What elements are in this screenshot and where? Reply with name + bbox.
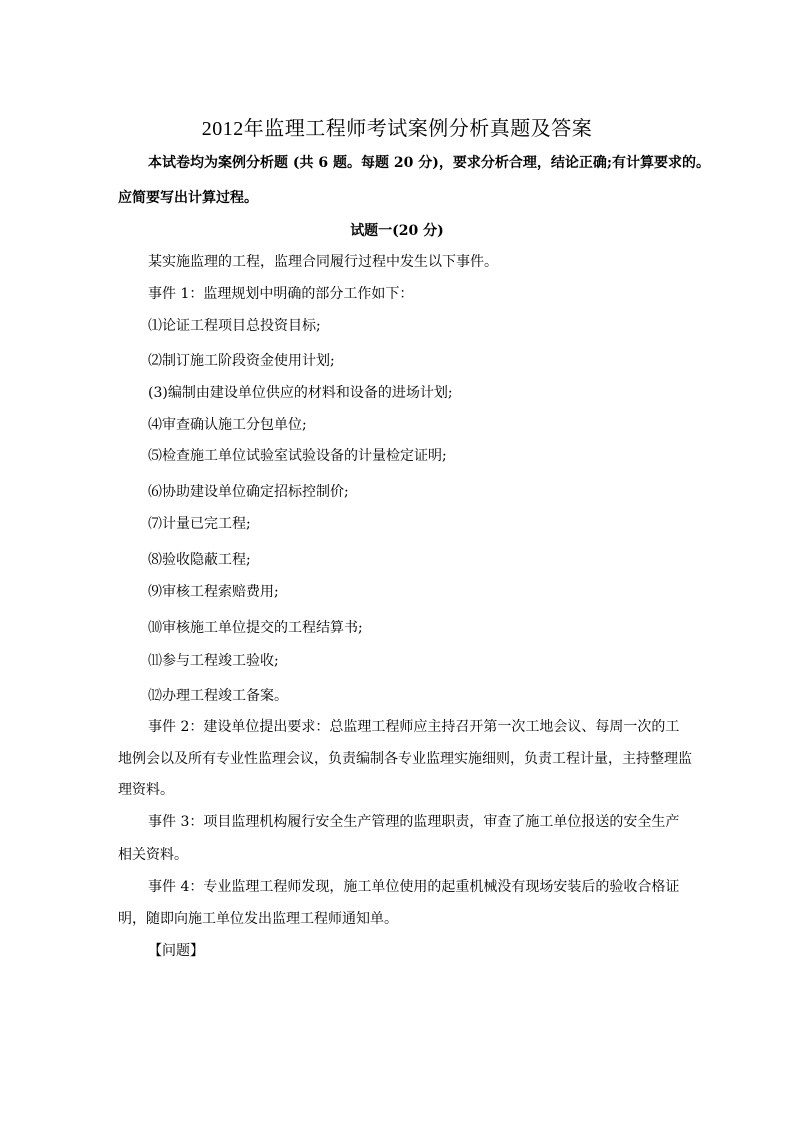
list-item: ⑴论证工程项目总投资目标; <box>148 318 321 334</box>
list-item: ⑿办理工程竣工备案。 <box>148 688 288 704</box>
list-item: ⑺计量已完工程; <box>148 516 251 532</box>
list-item: ⑻验收隐蔽工程; <box>148 552 251 568</box>
list-item: ⑾参与工程竣工验收; <box>148 653 279 669</box>
event-3-line-1: 事件 3：项目监理机构履行安全生产管理的监理职责，审查了施工单位报送的安全生产 <box>148 814 680 830</box>
list-item: ⑹协助建设单位确定招标控制价; <box>148 484 349 500</box>
event-2-line-1: 事件 2：建设单位提出要求：总监理工程师应主持召开第一次工地会议、每周一次的工 <box>148 719 680 735</box>
event-2-line-2: 地例会以及所有专业性监理会议，负责编制各专业监理实施细则，负责工程计量，主持整理监 <box>118 751 692 767</box>
event-3-line-2: 相关资料。 <box>118 847 188 863</box>
list-item: ⑽审核施工单位提交的工程结算书; <box>148 620 363 636</box>
event-4-line-2: 明，随即向施工单位发出监理工程师通知单。 <box>118 911 398 927</box>
event-4-line-1: 事件 4：专业监理工程师发现，施工单位使用的起重机械没有现场安装后的验收合格证 <box>148 879 680 895</box>
document-title: 2012年监理工程师考试案例分析真题及答案 <box>201 118 593 140</box>
list-item: ⑵制订施工阶段资金使用计划; <box>148 353 335 369</box>
list-item: ⑷审查确认施工分包单位; <box>148 417 307 433</box>
list-item: ⑼审核工程索赔费用; <box>148 584 279 600</box>
section-title: 试题一(20 分) <box>350 223 444 239</box>
list-item: ⑸检查施工单位试验室试验设备的计量检定证明; <box>148 448 447 464</box>
background-text: 某实施监理的工程，监理合同履行过程中发生以下事件。 <box>148 254 498 270</box>
intro-line-1: 本试卷均为案例分析题 (共 6 题。每题 20 分)，要求分析合理，结论正确;有计算要求的。 <box>148 155 711 171</box>
intro-line-2: 应简要写出计算过程。 <box>118 190 258 206</box>
event-1-intro: 事件 1：监理规划中明确的部分工作如下： <box>148 286 414 302</box>
list-item: (3)编制由建设单位供应的材料和设备的进场计划; <box>148 385 453 401</box>
event-2-line-3: 理资料。 <box>118 782 174 798</box>
question-label: 【问题】 <box>148 943 204 959</box>
